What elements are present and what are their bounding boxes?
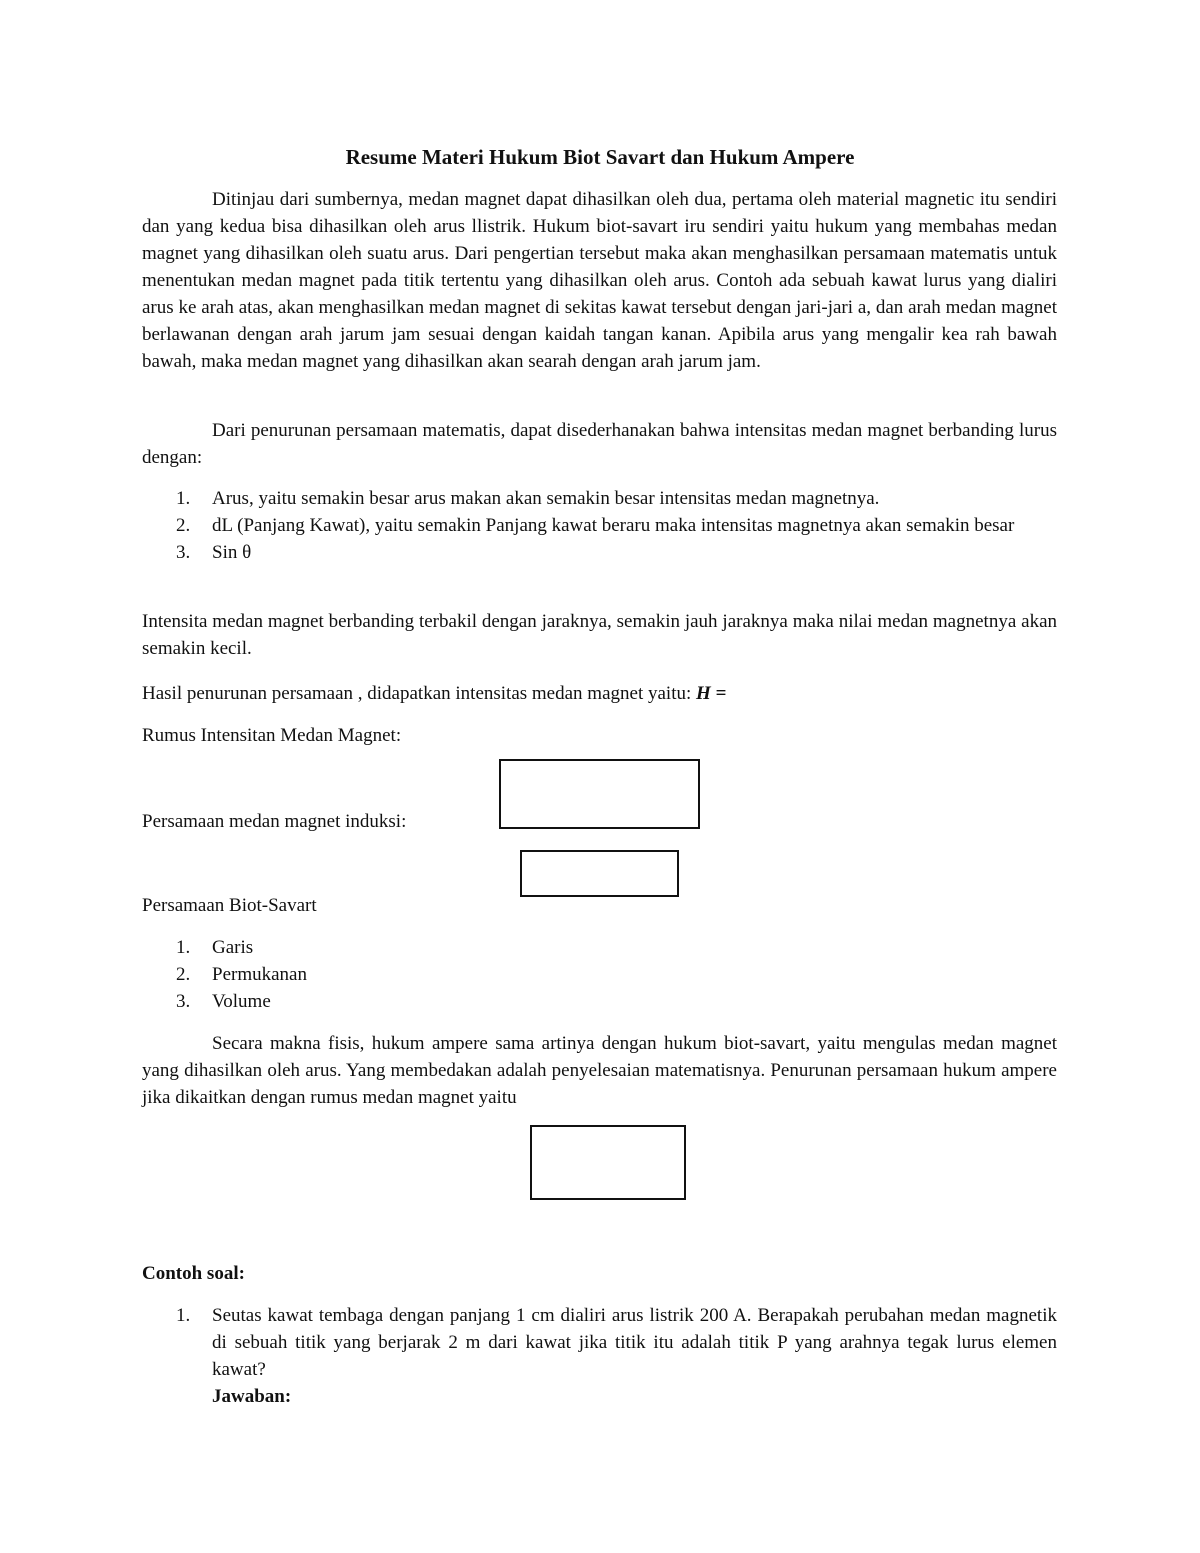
label-biot-savart: Persamaan Biot-Savart: [142, 895, 317, 916]
list-text: Garis: [212, 937, 254, 958]
list-item: [142, 539, 1057, 566]
list-item: [142, 934, 1057, 961]
answer-label: Jawaban:: [212, 1386, 292, 1407]
paragraph-proportional: Dari penurunan persamaan matematis, dapat disederhanakan bahwa intensitas medan magnet berbanding lurus dengan:: [142, 420, 1057, 468]
question-text: Seutas kawat tembaga dengan panjang 1 cm dialiri arus listrik 200 A. Berapakah perubahan medan magnetik di sebuah titik yang berjarak 2 m dari kawat jika titik itu adalah titik P yang arahnya tegak lurus elemen kawat?: [212, 1305, 1057, 1380]
label-intensity-formula: Rumus Intensitan Medan Magnet:: [142, 725, 402, 746]
example-heading: Contoh soal:: [142, 1263, 245, 1284]
list-number: 1.: [176, 937, 191, 958]
list-text: Arus, yaitu semakin besar arus makan akan semakin besar intensitas medan magnetnya.: [212, 488, 880, 509]
proportional-list: [142, 485, 1057, 566]
formula-image-intensity: [499, 759, 700, 829]
paragraph-intro: Ditinjau dari sumbernya, medan magnet dapat dihasilkan oleh dua, pertama oleh material magnetic itu sendiri dan yang kedua bisa dihasilkan oleh arus llistrik. Hukum biot-savart iru sendiri yaitu hukum yang membahas medan magnet yang dihasilkan oleh suatu arus. Dari pengertian tersebut maka akan menghasilkan persamaan matematis untuk menentukan medan magnet pada titik tertentu yang dihasilkan oleh arus. Contoh ada sebuah kawat lurus yang dialiri arus ke arah atas, akan menghasilkan medan magnet di sekitas kawat tersebut dengan jari-jari a, dan arah medan magnet berlawanan dengan arah jarum jam sesuai dengan kaidah tangan kanan. Apibila arus yang mengalir kea rah bawah bawah, maka medan magnet yang dihasilkan akan searah dengan arah jarum jam.: [142, 189, 1057, 372]
list-text: Sin θ: [212, 542, 252, 563]
list-text: Volume: [212, 991, 271, 1012]
list-item: [142, 988, 1057, 1015]
list-number: 3.: [176, 991, 191, 1012]
example-list: [142, 1302, 1057, 1410]
question-number: 1.: [176, 1305, 191, 1326]
list-number: 2.: [176, 964, 191, 985]
formula-image-induction: [520, 850, 679, 897]
list-number: 1.: [176, 488, 191, 509]
derivation-text: Hasil penurunan persamaan , didapatkan intensitas medan magnet yaitu:: [142, 683, 692, 704]
list-number: 2.: [176, 515, 191, 536]
list-item: [142, 512, 1057, 539]
formula-image-ampere: [530, 1125, 686, 1200]
formula-h: H =: [696, 683, 727, 704]
biot-savart-list: [142, 934, 1057, 1015]
paragraph-derivation: [142, 680, 1057, 707]
list-text: dL (Panjang Kawat), yaitu semakin Panjang kawat beraru maka intensitas magnetnya akan semakin besar: [212, 515, 1015, 536]
list-number: 3.: [176, 542, 191, 563]
paragraph-ampere: Secara makna fisis, hukum ampere sama artinya dengan hukum biot-savart, yaitu mengulas medan magnet yang dihasilkan oleh arus. Yang membedakan adalah penyelesaian matematisnya. Penurunan persamaan hukum ampere jika dikaitkan dengan rumus medan magnet yaitu: [142, 1033, 1057, 1108]
label-induction-equation: Persamaan medan magnet induksi:: [142, 811, 407, 832]
page-title: Resume Materi Hukum Biot Savart dan Hukum Ampere: [345, 145, 855, 169]
list-item: [142, 961, 1057, 988]
list-item: [142, 485, 1057, 512]
paragraph-inverse: Intensita medan magnet berbanding terbakil dengan jaraknya, semakin jauh jaraknya maka nilai medan magnetnya akan semakin kecil.: [142, 611, 1057, 659]
list-text: Permukanan: [212, 964, 307, 985]
question-item: [142, 1302, 1057, 1410]
